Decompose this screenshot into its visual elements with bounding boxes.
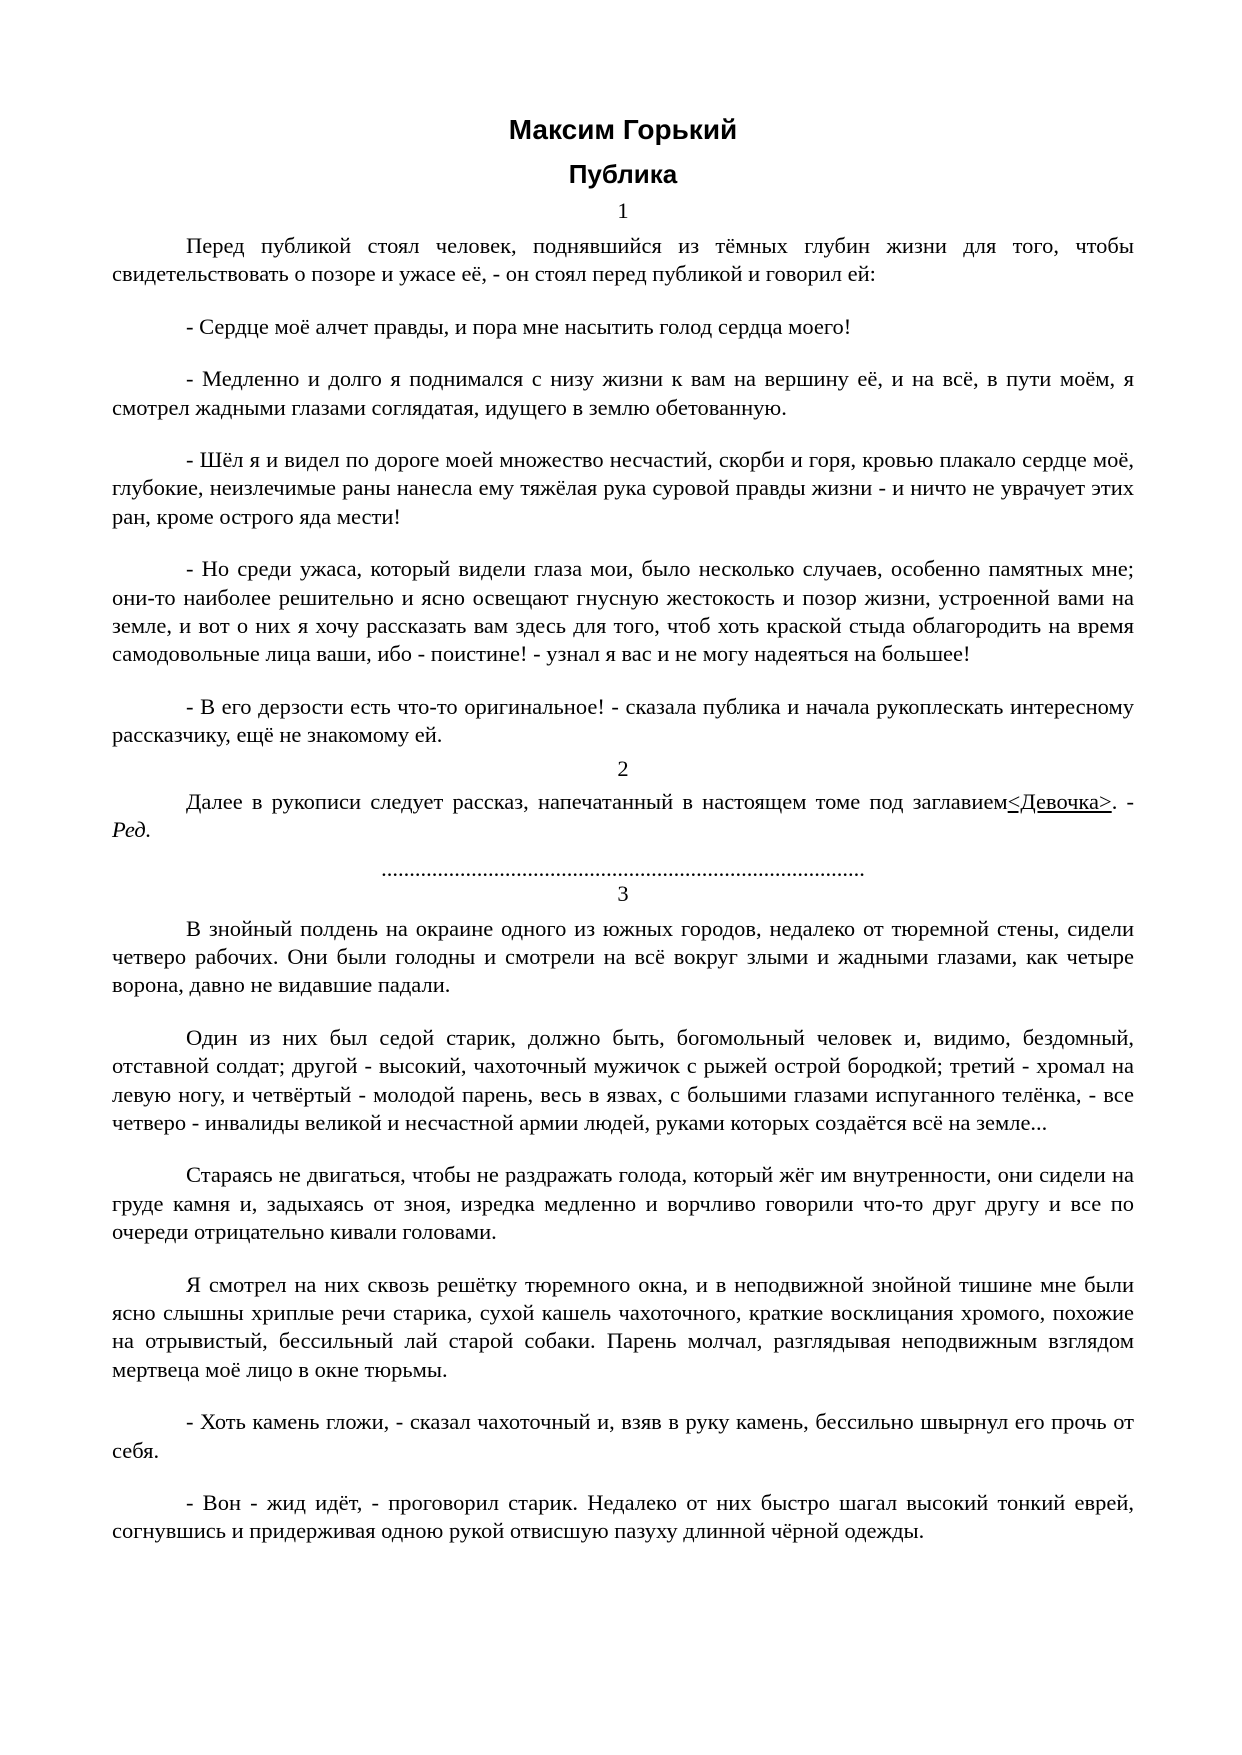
chapter-number-3: 3 (617, 880, 629, 906)
paragraph: - Но среди ужаса, который видели глаза мои, было несколько случаев, особенно памятных мне; они-то наиболее решительно и ясно освещают гнусную жестокость и позор жизни, устроенной вами на земле, и вот о них я хочу рассказать вам здесь для того, чтоб хоть краской стыда облагородить на время самодовольные лица ваши, ибо - поистине! - узнал я вас и не могу надеяться на большее! (112, 556, 1134, 667)
paragraph: Один из них был седой старик, должно быть, богомольный человек и, видимо, бездомный, отставной солдат; другой - высокий, чахоточный мужичок с рыжей острой бородкой; третий - хромал на левую ногу, и четвёртый - молодой парень, весь в язвах, с большими глазами испуганного телёнка, - все четверо - инвалиды великой и несчастной армии людей, руками которых создаётся всё на земле... (112, 1024, 1134, 1135)
paragraph: В знойный полдень на окраине одного из южных городов, недалеко от тюремной стены, сидели четверо рабочих. Они были голодны и смотрели на всё вокруг злыми и жадными глазами, как четыре ворона, давно не видавшие падали. (112, 915, 1134, 998)
paragraph: - Вон - жид идёт, - проговорил старик. Недалеко от них быстро шагал высокий тонкий еврей, согнувшись и придерживая одною рукой отвисшую пазуху длинной чёрной одежды. (112, 1490, 1134, 1544)
editor-note (112, 788, 1134, 845)
editor-note-sep: . - (1111, 788, 1134, 814)
paragraph: - Медленно и долго я поднимался с низу жизни к вам на вершину её, и на всё, в пути моём, я смотрел жадными глазами соглядатая, идущего в землю обетованную. (112, 366, 1134, 420)
paragraph: - Сердце моё алчет правды, и пора мне насытить голод сердца моего! (186, 313, 852, 339)
chapter-number-2: 2 (617, 755, 629, 781)
document-content (112, 108, 1134, 1546)
paragraph: - Шёл я и видел по дороге моей множество несчастий, скорби и горя, кровью плакало сердце моё, глубокие, неизлечимые раны нанесла ему тяжёлая рука суровой правды жизни - и ничто не уврачует этих ран, кроме острого яда мести! (112, 447, 1134, 529)
paragraph: Перед публикой стоял человек, поднявшийся из тёмных глубин жизни для того, чтобы свидетельствовать о позоре и ужасе её, - он стоял перед публикой и говорил ей: (112, 233, 1134, 287)
section-divider: ...................................................................................... (381, 858, 865, 879)
paragraph: Стараясь не двигаться, чтобы не раздражать голода, который жёг им внутренности, они сидели на груде камня и, задыхаясь от зноя, изредка медленно и ворчливо говорили что-то друг другу и все по очереди отрицательно кивали головами. (112, 1162, 1134, 1245)
author-name: Максим Горький (508, 114, 738, 145)
chapter-number-1: 1 (617, 198, 629, 223)
editor-note-text: Далее в рукописи следует рассказ, напечатанный в настоящем томе под заглавием (186, 788, 1008, 814)
paragraph: Я смотрел на них сквозь решётку тюремного окна, и в неподвижной знойной тишине мне были ясно слышны хриплые речи старика, сухой кашель чахоточного, краткие восклицания хромого, похожие на отрывистый, бессильный лай старой собаки. Парень молчал, разглядывая неподвижным взглядом мертвеца моё лицо в окне тюрьмы. (112, 1271, 1134, 1382)
editor-abbrev: Ред. (112, 817, 152, 843)
story-title: Публика (568, 159, 678, 189)
paragraph: - Хоть камень гложи, - сказал чахоточный и, взяв в руку камень, бессильно швырнул его прочь от себя. (112, 1409, 1134, 1463)
paragraph: - В его дерзости есть что-то оригинальное! - сказала публика и начала рукоплескать интересному рассказчику, ещё не знакомому ей. (112, 693, 1134, 748)
story-link-devochka[interactable]: <Девочка> (1007, 788, 1112, 814)
story-body (112, 196, 1134, 1546)
